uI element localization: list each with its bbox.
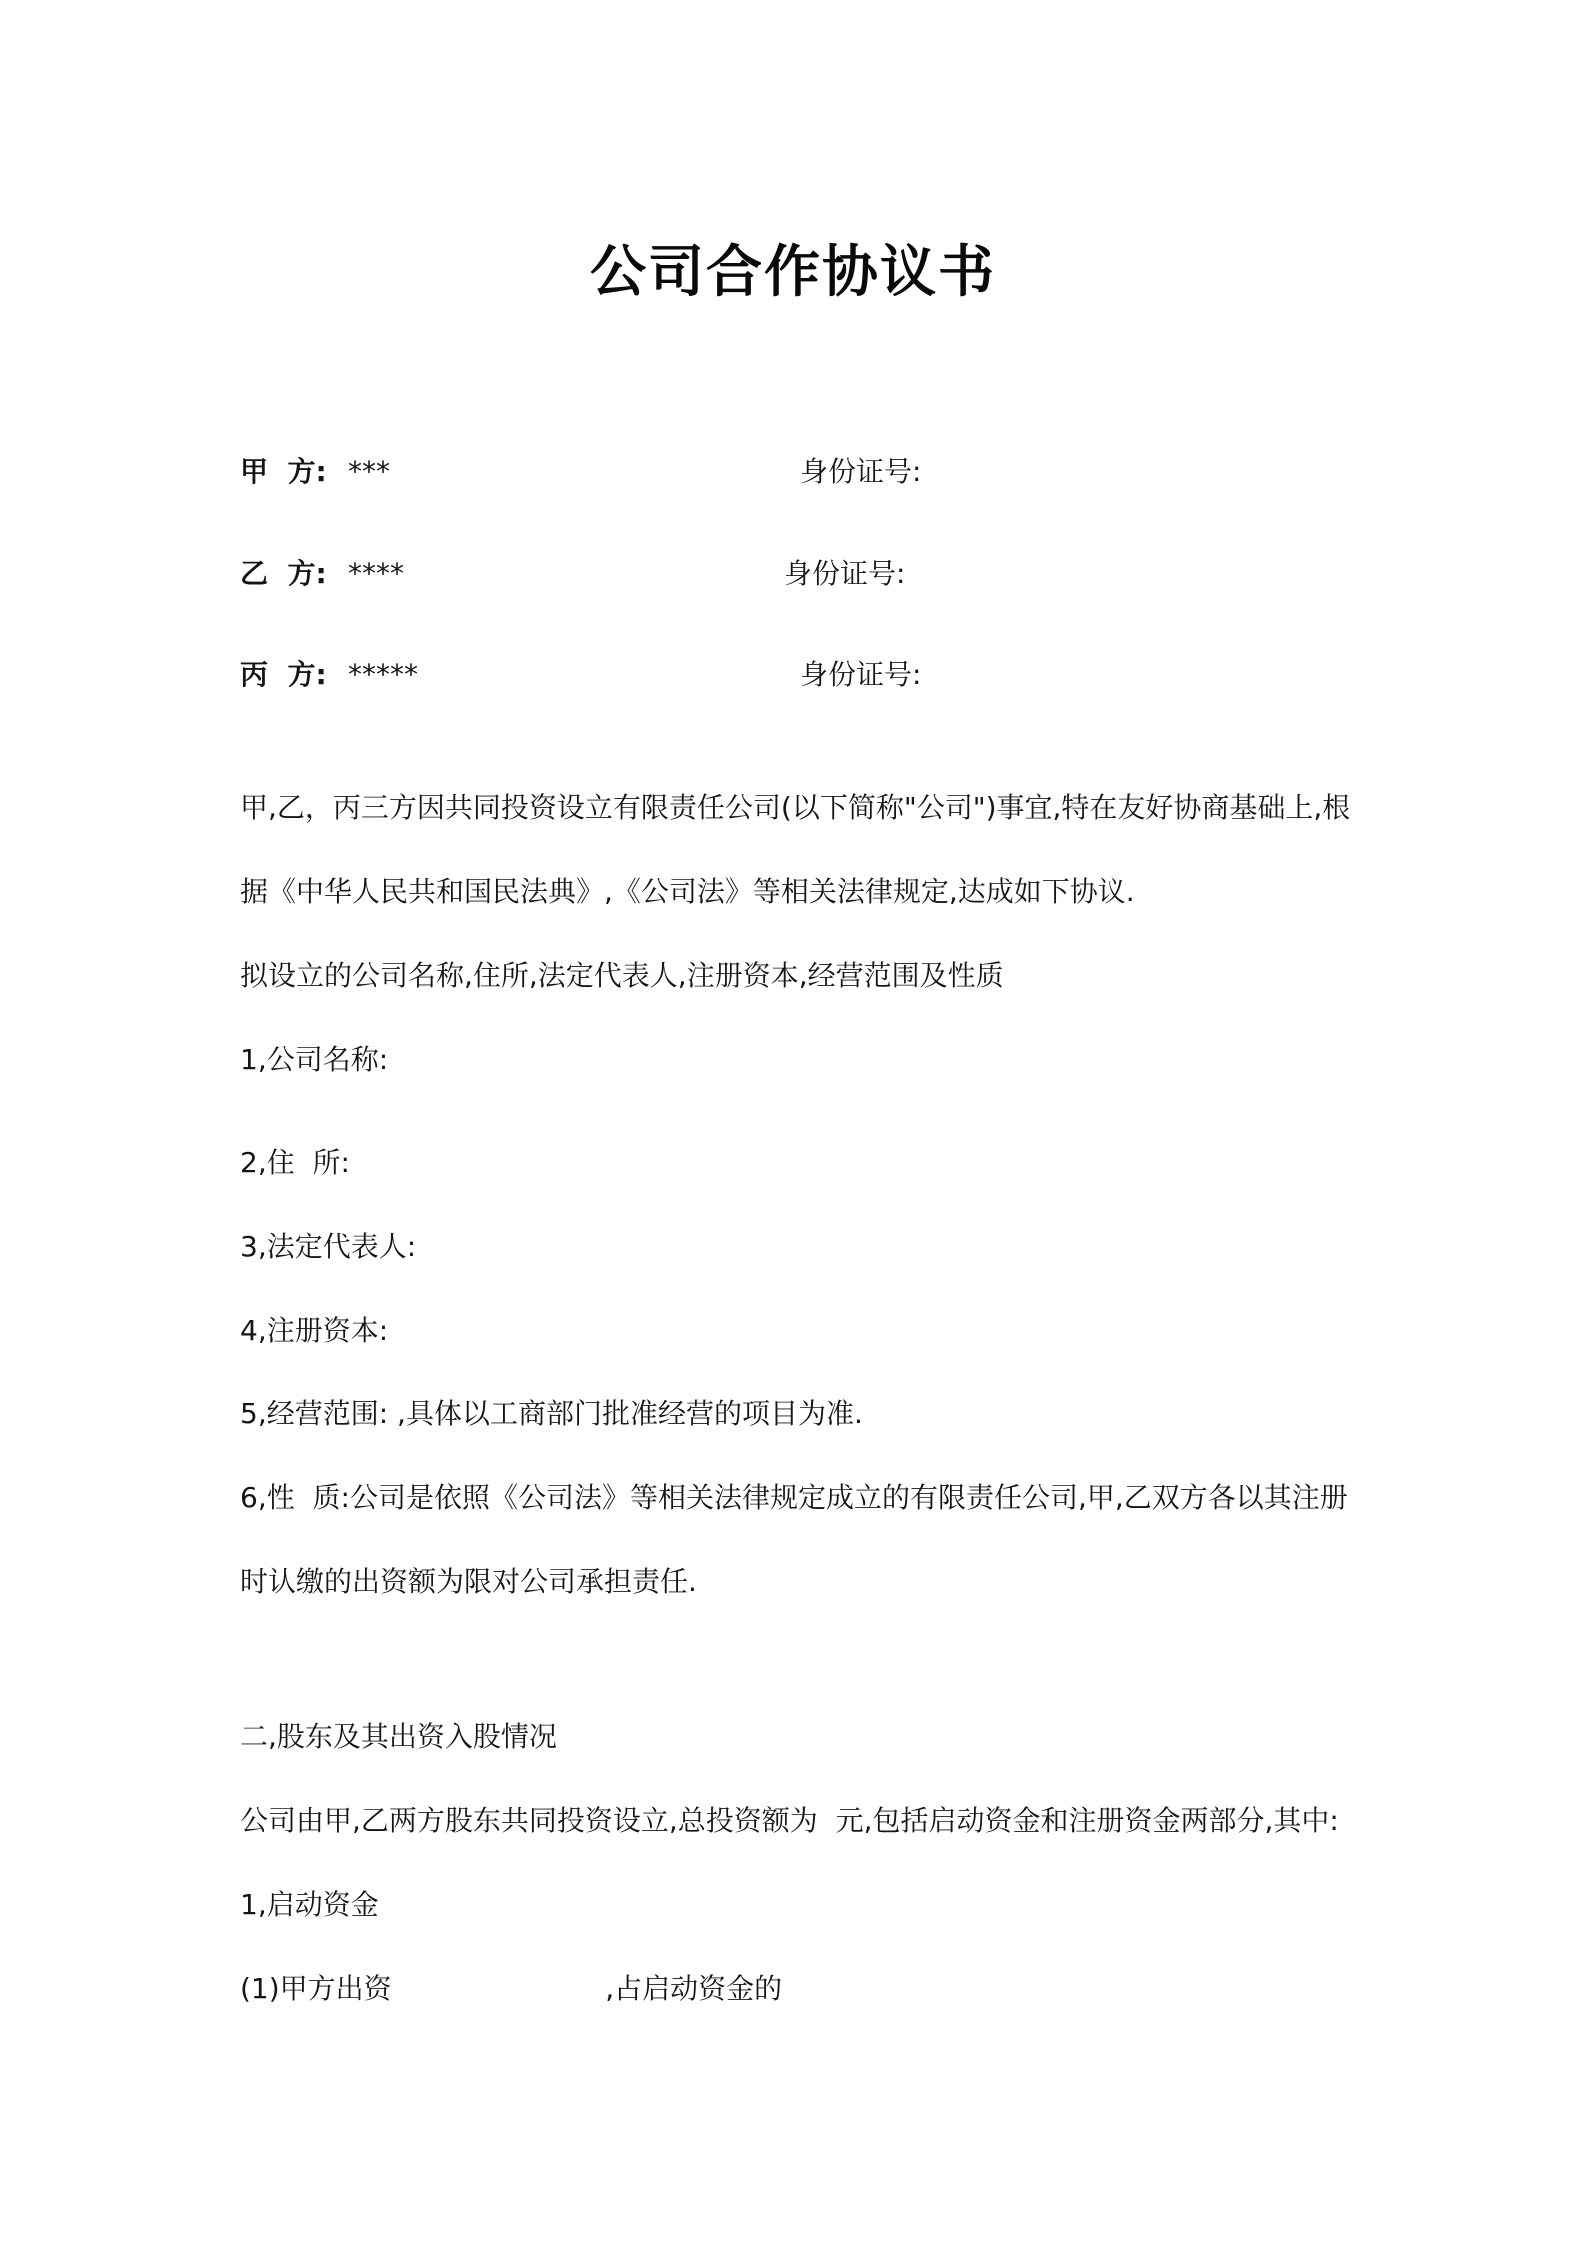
list-item: 1,公司名称: xyxy=(240,1043,389,1076)
party-id-label: 身份证号: xyxy=(784,557,906,590)
party-label: 甲 方: xyxy=(240,455,327,488)
party-name: **** xyxy=(348,557,404,590)
party-id-label: 身份证号: xyxy=(800,658,922,691)
list-item: 6,性 质:公司是依照《公司法》等相关法律规定成立的有限责任公司,甲,乙双方各以其注册 xyxy=(240,1481,1348,1514)
party-label: 丙 方: xyxy=(240,658,327,691)
list-item: 5,经营范围: ,具体以工商部门批准经营的项目为准. xyxy=(240,1397,863,1430)
list-item-continuation: 时认缴的出资额为限对公司承担责任. xyxy=(240,1565,697,1598)
party-name: ***** xyxy=(348,658,418,691)
party-label: 乙 方: xyxy=(240,557,327,590)
section-paragraph: 公司由甲,乙两方股东共同投资设立,总投资额为 元,包括启动资金和注册资金两部分,其中: xyxy=(240,1804,1339,1837)
section-heading: 拟设立的公司名称,住所,法定代表人,注册资本,经营范围及性质 xyxy=(240,959,1004,992)
list-item: 3,法定代表人: xyxy=(240,1230,417,1263)
sub-item: (1)甲方出资 ,占启动资金的 xyxy=(240,1972,783,2005)
section-heading: 二,股东及其出资入股情况 xyxy=(240,1720,557,1753)
intro-paragraph-line: 据《中华人民共和国民法典》,《公司法》等相关法律规定,达成如下协议. xyxy=(240,875,1135,908)
intro-paragraph-line: 甲,乙，丙三方因共同投资设立有限责任公司(以下简称"公司")事宜,特在友好协商基础上,根 xyxy=(240,791,1351,824)
party-name: *** xyxy=(348,455,390,488)
party-id-label: 身份证号: xyxy=(800,455,922,488)
document-title: 公司合作协议书 xyxy=(590,240,996,305)
list-item: 2,住 所: xyxy=(240,1146,350,1179)
sub-heading: 1,启动资金 xyxy=(240,1888,379,1921)
list-item: 4,注册资本: xyxy=(240,1314,389,1347)
